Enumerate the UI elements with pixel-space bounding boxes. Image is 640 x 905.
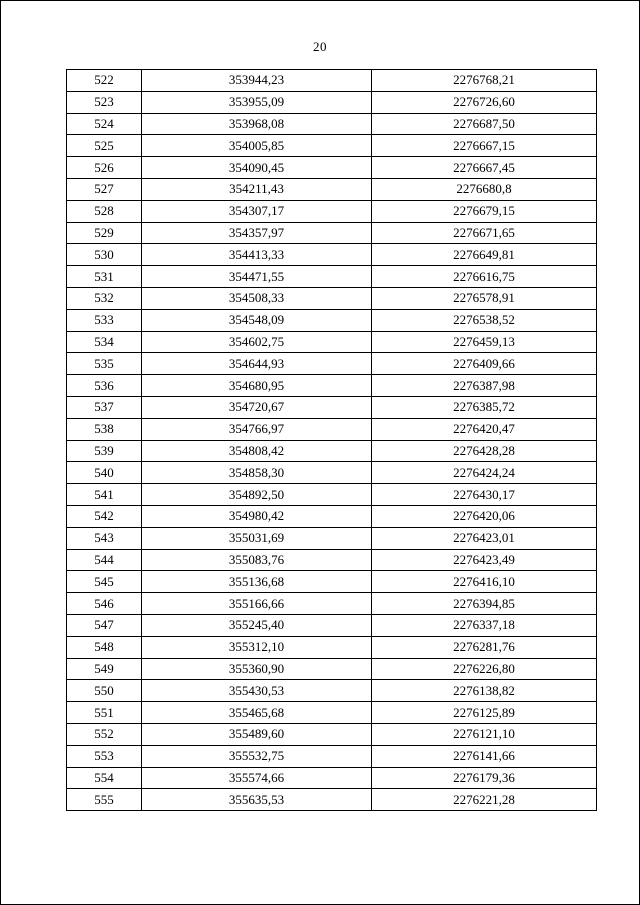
table-cell: 524 xyxy=(67,113,142,135)
table-cell: 2276387,98 xyxy=(372,375,597,397)
table-cell: 355360,90 xyxy=(142,658,372,680)
table-cell: 2276121,10 xyxy=(372,723,597,745)
table-cell: 554 xyxy=(67,767,142,789)
table-cell: 2276385,72 xyxy=(372,396,597,418)
table-row xyxy=(67,593,597,615)
table-cell: 354680,95 xyxy=(142,375,372,397)
table-cell: 2276459,13 xyxy=(372,331,597,353)
data-table xyxy=(66,69,597,811)
table-row xyxy=(67,418,597,440)
table-cell: 2276679,15 xyxy=(372,200,597,222)
table-cell: 354720,67 xyxy=(142,396,372,418)
table-cell: 354005,85 xyxy=(142,135,372,157)
table-cell: 538 xyxy=(67,418,142,440)
table-row xyxy=(67,723,597,745)
table-cell: 541 xyxy=(67,484,142,506)
table-cell: 2276221,28 xyxy=(372,789,597,811)
table-row xyxy=(67,505,597,527)
table-cell: 2276409,66 xyxy=(372,353,597,375)
table-cell: 353968,08 xyxy=(142,113,372,135)
table-row xyxy=(67,309,597,331)
table-cell: 2276768,21 xyxy=(372,70,597,92)
table-cell: 522 xyxy=(67,70,142,92)
table-cell: 354413,33 xyxy=(142,244,372,266)
table-row xyxy=(67,789,597,811)
table-row xyxy=(67,658,597,680)
table-cell: 355166,66 xyxy=(142,593,372,615)
table-cell: 355465,68 xyxy=(142,702,372,724)
table-row xyxy=(67,484,597,506)
table-cell: 2276125,89 xyxy=(372,702,597,724)
table-cell: 2276680,8 xyxy=(372,178,597,200)
table-cell: 355532,75 xyxy=(142,745,372,767)
table-cell: 2276424,24 xyxy=(372,462,597,484)
table-cell: 531 xyxy=(67,266,142,288)
table-cell: 2276671,65 xyxy=(372,222,597,244)
table-cell: 529 xyxy=(67,222,142,244)
table-cell: 534 xyxy=(67,331,142,353)
table-cell: 355574,66 xyxy=(142,767,372,789)
table-row xyxy=(67,767,597,789)
table-cell: 354211,43 xyxy=(142,178,372,200)
table-cell: 536 xyxy=(67,375,142,397)
table-cell: 2276423,01 xyxy=(372,527,597,549)
table-cell: 2276179,36 xyxy=(372,767,597,789)
table-row xyxy=(67,549,597,571)
table-cell: 354644,93 xyxy=(142,353,372,375)
table-cell: 540 xyxy=(67,462,142,484)
table-cell: 354548,09 xyxy=(142,309,372,331)
table-cell: 2276226,80 xyxy=(372,658,597,680)
table-cell: 528 xyxy=(67,200,142,222)
table-row xyxy=(67,462,597,484)
table-cell: 530 xyxy=(67,244,142,266)
table-cell: 2276141,66 xyxy=(372,745,597,767)
table-cell: 526 xyxy=(67,157,142,179)
table-cell: 2276578,91 xyxy=(372,287,597,309)
table-cell: 2276420,06 xyxy=(372,505,597,527)
page-number: 20 xyxy=(313,39,327,54)
table-cell: 2276616,75 xyxy=(372,266,597,288)
table-row xyxy=(67,113,597,135)
table-cell: 523 xyxy=(67,91,142,113)
table-cell: 539 xyxy=(67,440,142,462)
table-cell: 553 xyxy=(67,745,142,767)
table-row xyxy=(67,571,597,593)
table-row xyxy=(67,702,597,724)
table-cell: 2276420,47 xyxy=(372,418,597,440)
table-cell: 355312,10 xyxy=(142,636,372,658)
table-cell: 2276667,45 xyxy=(372,157,597,179)
table-cell: 354892,50 xyxy=(142,484,372,506)
table-cell: 546 xyxy=(67,593,142,615)
table-row xyxy=(67,222,597,244)
table-cell: 353944,23 xyxy=(142,70,372,92)
table-cell: 2276726,60 xyxy=(372,91,597,113)
table-row xyxy=(67,680,597,702)
table-cell: 532 xyxy=(67,287,142,309)
table-cell: 2276138,82 xyxy=(372,680,597,702)
table-row xyxy=(67,331,597,353)
table-row xyxy=(67,440,597,462)
table-cell: 525 xyxy=(67,135,142,157)
table-cell: 555 xyxy=(67,789,142,811)
table-cell: 550 xyxy=(67,680,142,702)
table-cell: 355430,53 xyxy=(142,680,372,702)
table-cell: 547 xyxy=(67,614,142,636)
table-row xyxy=(67,157,597,179)
table-row xyxy=(67,375,597,397)
table-row xyxy=(67,745,597,767)
table-cell: 354090,45 xyxy=(142,157,372,179)
table-cell: 2276416,10 xyxy=(372,571,597,593)
table-cell: 2276281,76 xyxy=(372,636,597,658)
table-cell: 2276649,81 xyxy=(372,244,597,266)
table-cell: 537 xyxy=(67,396,142,418)
table-cell: 543 xyxy=(67,527,142,549)
table-cell: 535 xyxy=(67,353,142,375)
table-row xyxy=(67,200,597,222)
table-row xyxy=(67,396,597,418)
table-cell: 355489,60 xyxy=(142,723,372,745)
table-cell: 2276538,52 xyxy=(372,309,597,331)
table-cell: 355245,40 xyxy=(142,614,372,636)
table-cell: 355635,53 xyxy=(142,789,372,811)
table-cell: 2276430,17 xyxy=(372,484,597,506)
table-row xyxy=(67,614,597,636)
table-cell: 2276667,15 xyxy=(372,135,597,157)
table-row xyxy=(67,287,597,309)
table-cell: 354357,97 xyxy=(142,222,372,244)
data-table-body xyxy=(67,70,597,811)
table-cell: 2276687,50 xyxy=(372,113,597,135)
table-cell: 548 xyxy=(67,636,142,658)
table-cell: 354508,33 xyxy=(142,287,372,309)
table-cell: 533 xyxy=(67,309,142,331)
table-row xyxy=(67,70,597,92)
table-row xyxy=(67,636,597,658)
table-cell: 355083,76 xyxy=(142,549,372,571)
table-cell: 551 xyxy=(67,702,142,724)
table-cell: 542 xyxy=(67,505,142,527)
table-cell: 354471,55 xyxy=(142,266,372,288)
table-cell: 354858,30 xyxy=(142,462,372,484)
table-cell: 354980,42 xyxy=(142,505,372,527)
table-cell: 549 xyxy=(67,658,142,680)
table-row xyxy=(67,178,597,200)
table-cell: 354808,42 xyxy=(142,440,372,462)
table-cell: 2276394,85 xyxy=(372,593,597,615)
table-cell: 353955,09 xyxy=(142,91,372,113)
table-row xyxy=(67,353,597,375)
table-cell: 527 xyxy=(67,178,142,200)
table-row xyxy=(67,244,597,266)
table-row xyxy=(67,266,597,288)
table-row xyxy=(67,135,597,157)
table-cell: 2276423,49 xyxy=(372,549,597,571)
table-row xyxy=(67,527,597,549)
table-cell: 354766,97 xyxy=(142,418,372,440)
table-cell: 354602,75 xyxy=(142,331,372,353)
table-cell: 355136,68 xyxy=(142,571,372,593)
table-cell: 544 xyxy=(67,549,142,571)
table-cell: 545 xyxy=(67,571,142,593)
table-cell: 2276428,28 xyxy=(372,440,597,462)
table-row xyxy=(67,91,597,113)
table-cell: 354307,17 xyxy=(142,200,372,222)
table-cell: 2276337,18 xyxy=(372,614,597,636)
table-cell: 355031,69 xyxy=(142,527,372,549)
table-cell: 552 xyxy=(67,723,142,745)
